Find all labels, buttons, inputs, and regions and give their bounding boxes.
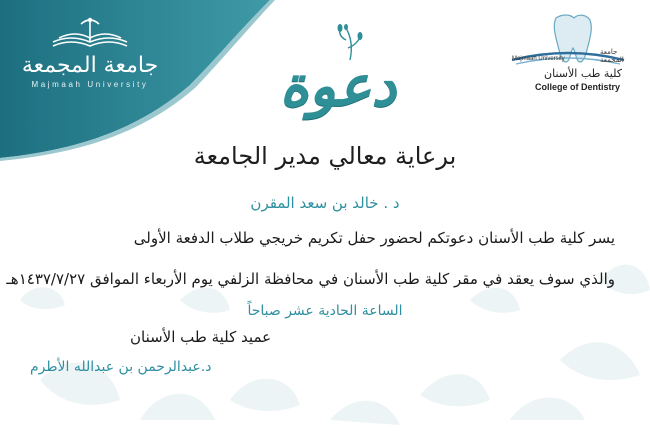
dental-university-english: Majmaah University: [512, 56, 565, 62]
patronage-line: برعاية معالي مدير الجامعة: [193, 142, 457, 170]
dental-university-arabic: جامعة المجمعة: [600, 48, 624, 64]
dean-name: د.عبدالرحمن بن عبدالله الأطرم: [30, 359, 212, 375]
dental-college-arabic-name: كلية طب الأسنان: [544, 67, 622, 80]
majmaah-english-name: Majmaah University: [31, 80, 149, 89]
patron-name: د . خالد بن سعد المقرن: [250, 194, 400, 212]
dean-title: عميد كلية طب الأسنان: [130, 328, 272, 346]
event-time: الساعة الحادية عشر صباحاً: [247, 303, 403, 319]
invitation-title: دعوة: [279, 53, 397, 119]
majmaah-arabic-name: جامعة المجمعة: [21, 53, 159, 78]
dental-college-english-name: College of Dentistry: [534, 82, 620, 92]
invitation-body-line-2: والذي سوف يعقد في مقر كلية طب الأسنان في محافظة الزلفي يوم الأربعاء الموافق ١٤٣٧/٧/٢٧هـ: [6, 270, 615, 288]
invitation-body-line-1: يسر كلية طب الأسنان دعوتكم لحضور حفل تكريم خريجي طلاب الدفعة الأولى: [133, 229, 615, 247]
